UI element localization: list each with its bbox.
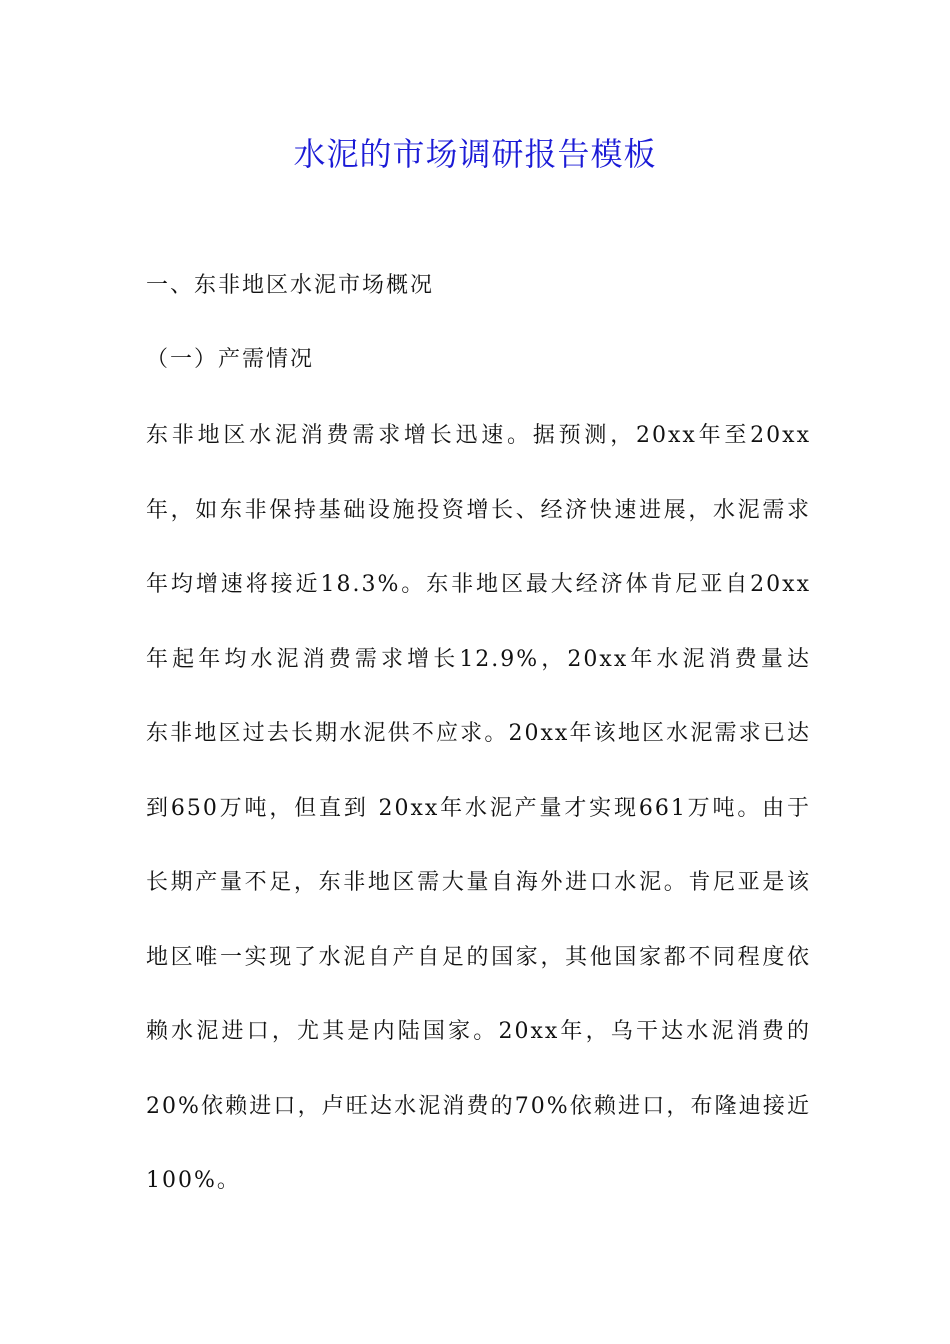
subsection-heading: （一）产需情况: [146, 347, 315, 372]
section-heading: 一、东非地区水泥市场概况: [146, 273, 435, 298]
document-title: 水泥的市场调研报告模板: [293, 135, 657, 173]
paragraph-supply-shortage: 东非地区过去长期水泥供不应求。20xx年该地区水泥需求已达到650万吨，但直到 20xx年水泥产量才实现661万吨。由于长期产量不足，东非地区需大量自海外进口水泥。肯尼亚是该地区唯一实现了水泥自产自足的国家，其他国家都不同程度依赖水泥进口，尤其是内陆国家。20xx年，乌干达水泥消费的20%依赖进口，卢旺达水泥消费的70%依赖进口，布隆迪接近100%。: [146, 721, 811, 1193]
paragraph-demand-growth: 东非地区水泥消费需求增长迅速。据预测，20xx年至20xx年，如东非保持基础设施投资增长、经济快速进展，水泥需求年均增速将接近18.3%。东非地区最大经济体肯尼亚自20xx年起年均水泥消费需求增长12.9%，20xx年水泥消费量达: [146, 423, 811, 672]
